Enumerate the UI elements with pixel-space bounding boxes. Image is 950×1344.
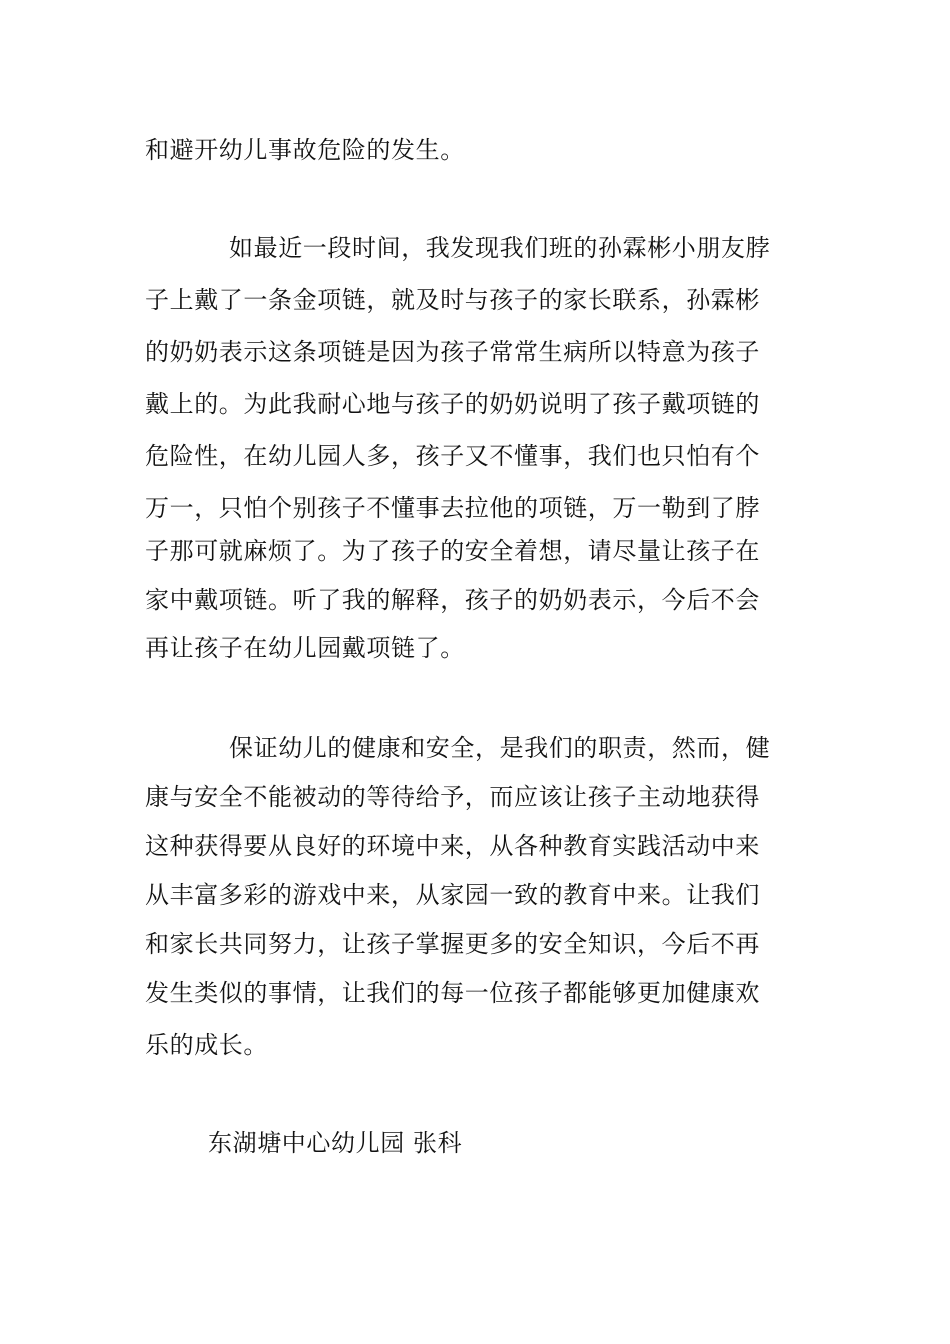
signature: 东湖塘中心幼儿园 张科 <box>208 1129 463 1157</box>
paragraph-2-line-9: 再让孩子在幼儿园戴项链了。 <box>145 634 465 662</box>
paragraph-2-line-3: 的奶奶表示这条项链是因为孩子常常生病所以特意为孩子 <box>145 338 760 366</box>
paragraph-3-line-3: 这种获得要从良好的环境中来，从各种教育实践活动中来 <box>145 832 760 860</box>
paragraph-3-line-5: 和家长共同努力，让孩子掌握更多的安全知识，今后不再 <box>145 930 760 958</box>
paragraph-3-line-7: 乐的成长。 <box>145 1031 268 1059</box>
paragraph-3-line-1: 保证幼儿的健康和安全，是我们的职责，然而，健 <box>229 734 771 762</box>
paragraph-2-line-6: 万一，只怕个别孩子不懂事去拉他的项链，万一勒到了脖 <box>145 494 760 522</box>
paragraph-3-line-6: 发生类似的事情，让我们的每一位孩子都能够更加健康欢 <box>145 979 760 1007</box>
paragraph-1-line-1: 和避开幼儿事故危险的发生。 <box>145 136 465 164</box>
paragraph-3-line-2: 康与安全不能被动的等待给予，而应该让孩子主动地获得 <box>145 783 760 811</box>
paragraph-3-line-4: 从丰富多彩的游戏中来，从家园一致的教育中来。让我们 <box>145 881 760 909</box>
paragraph-2-line-7: 子那可就麻烦了。为了孩子的安全着想，请尽量让孩子在 <box>145 537 760 565</box>
paragraph-2-line-2: 子上戴了一条金项链，就及时与孩子的家长联系，孙霖彬 <box>145 286 760 314</box>
paragraph-2-line-4: 戴上的。为此我耐心地与孩子的奶奶说明了孩子戴项链的 <box>145 390 760 418</box>
paragraph-2-line-1: 如最近一段时间，我发现我们班的孙霖彬小朋友脖 <box>229 234 771 262</box>
paragraph-2-line-5: 危险性，在幼儿园人多，孩子又不懂事，我们也只怕有个 <box>145 442 760 470</box>
paragraph-2-line-8: 家中戴项链。听了我的解释，孩子的奶奶表示，今后不会 <box>145 586 760 614</box>
